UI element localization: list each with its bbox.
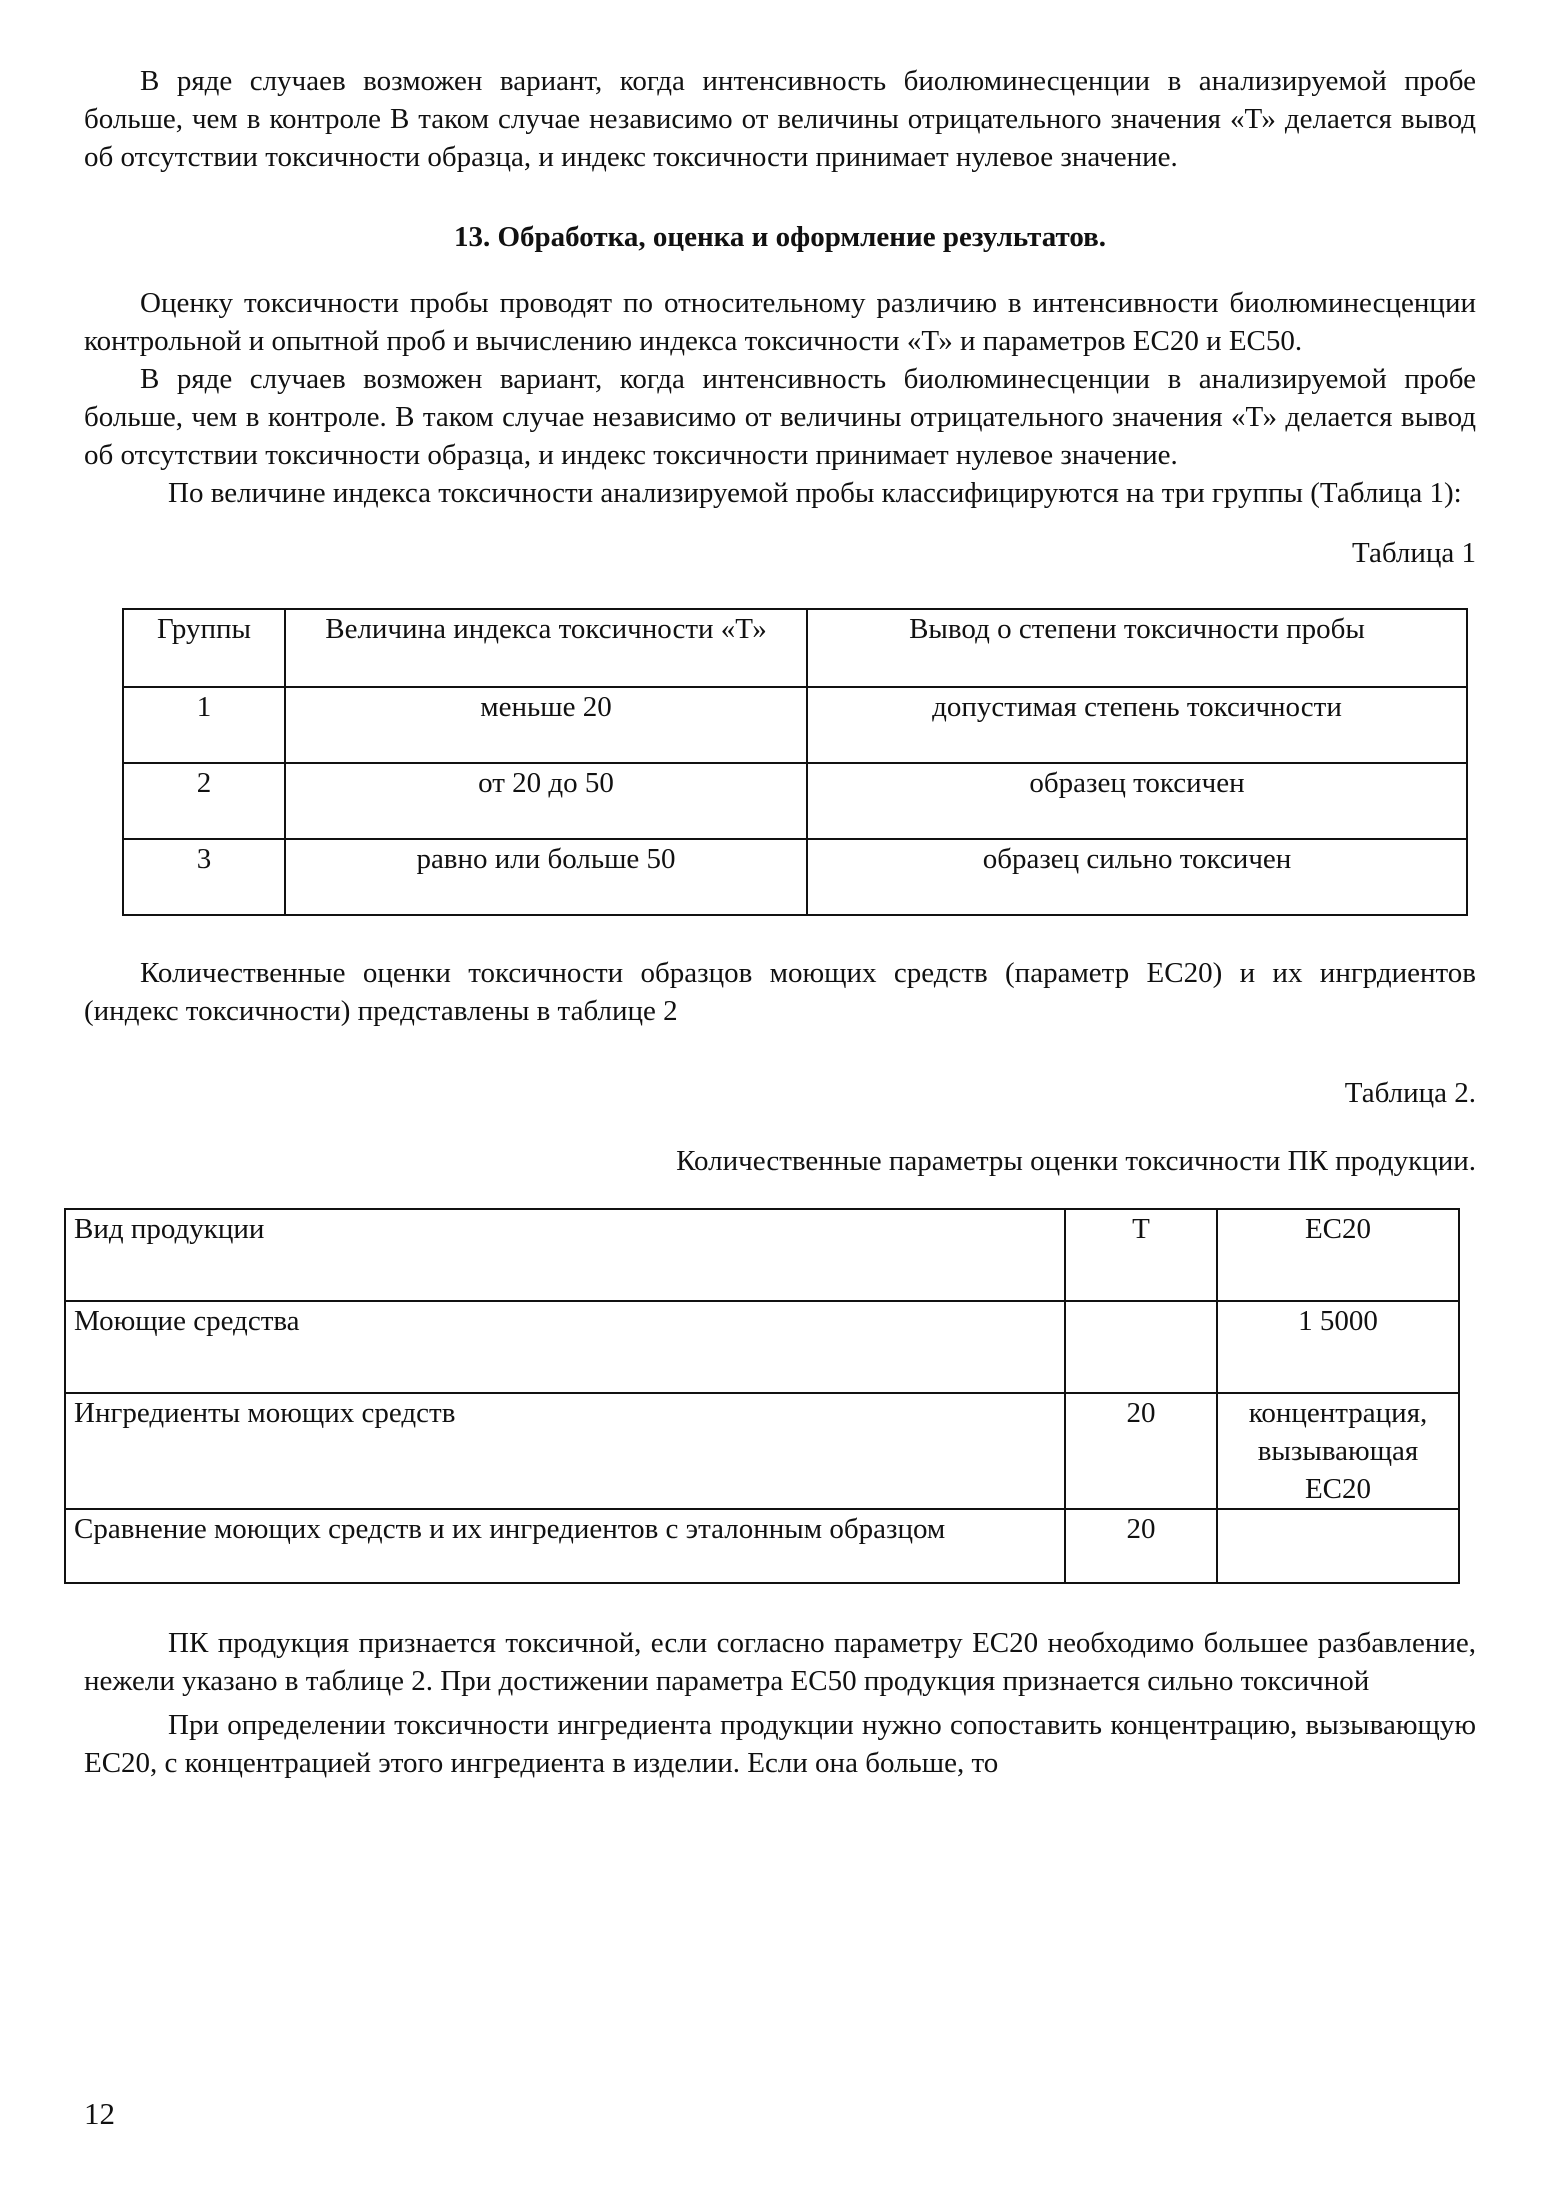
table-header-cell: Т (1065, 1209, 1217, 1301)
table-header-cell: Вид продукции (65, 1209, 1065, 1301)
table-cell: Моющие средства (65, 1301, 1065, 1393)
table-cell: 20 (1065, 1393, 1217, 1509)
table-row (65, 1393, 1459, 1509)
table-header-row (123, 609, 1467, 687)
paragraph: Оценку токсичности пробы проводят по относительному различию в интенсивности биолюминесценции контрольной и опытной проб и вычислению индекса токсичности «Т» и параметров ЕС20 и ЕС50. (84, 287, 1476, 357)
table-header-cell: Вывод о степени токсичности пробы (807, 609, 1467, 687)
table-cell: 2 (123, 763, 285, 839)
table-cell: допустимая степень токсичности (807, 687, 1467, 763)
table2-title: Количественные параметры оценки токсичности ПК продукции. (676, 1145, 1476, 1177)
table-cell: 3 (123, 839, 285, 915)
table-cell: от 20 до 50 (285, 763, 807, 839)
table-cell: концентрация, вызывающая ЕС20 (1217, 1393, 1459, 1509)
product-toxicity-table (64, 1208, 1460, 1584)
paragraph: В ряде случаев возможен вариант, когда интенсивность биолюминесценции в анализируемой пробе больше, чем в контроле В таком случае независимо от величины отрицательного значения «Т» делается вывод об отсутствии токсичности образца, и индекс токсичности принимает нулевое значение. (84, 65, 1476, 173)
table-cell: меньше 20 (285, 687, 807, 763)
table-header-row (65, 1209, 1459, 1301)
paragraph: По величине индекса токсичности анализируемой пробы классифицируются на три группы (Таблица 1): (168, 477, 1462, 509)
table-header-cell: ЕС20 (1217, 1209, 1459, 1301)
table-row (123, 839, 1467, 915)
table-cell: 1 (123, 687, 285, 763)
table-cell: образец токсичен (807, 763, 1467, 839)
paragraph: Количественные оценки токсичности образцов моющих средств (параметр ЕС20) и их ингрдиентов (индекс токсичности) представлены в таблице 2 (84, 957, 1476, 1027)
table-header-cell: Величина индекса токсичности «Т» (285, 609, 807, 687)
table-cell: образец сильно токсичен (807, 839, 1467, 915)
page-number: 12 (84, 2096, 115, 2131)
table-row (123, 763, 1467, 839)
table-cell: Сравнение моющих средств и их ингредиентов с эталонным образцом (65, 1509, 1065, 1583)
table-row (65, 1509, 1459, 1583)
paragraph: В ряде случаев возможен вариант, когда интенсивность биолюминесценции в анализируемой пробе больше, чем в контроле. В таком случае независимо от величины отрицательного значения «Т» делается вывод об отсутствии токсичности образца, и индекс токсичности принимает нулевое значение. (84, 363, 1476, 471)
paragraph: ПК продукция признается токсичной, если согласно параметру ЕС20 необходимо большее разбавление, нежели указано в таблице 2. При достижении параметра ЕС50 продукция признается сильно токсичной (84, 1627, 1476, 1697)
table2-caption: Таблица 2. (1344, 1077, 1476, 1109)
paragraph: При определении токсичности ингредиента продукции нужно сопоставить концентрацию, вызывающую ЕС20, с концентрацией этого ингредиента в изделии. Если она больше, то (84, 1709, 1476, 1779)
table-cell: равно или больше 50 (285, 839, 807, 915)
document-page (74, 62, 1476, 1782)
table1-caption: Таблица 1 (1351, 537, 1476, 569)
table-cell (1065, 1301, 1217, 1393)
table-cell: 1 5000 (1217, 1301, 1459, 1393)
table-row (123, 687, 1467, 763)
table-cell (1217, 1509, 1459, 1583)
table-cell: 20 (1065, 1509, 1217, 1583)
toxicity-groups-table (122, 608, 1468, 916)
table-header-cell: Группы (123, 609, 285, 687)
table-row (65, 1301, 1459, 1393)
section-heading: 13. Обработка, оценка и оформление результатов. (453, 221, 1107, 253)
table-cell: Ингредиенты моющих средств (65, 1393, 1065, 1509)
